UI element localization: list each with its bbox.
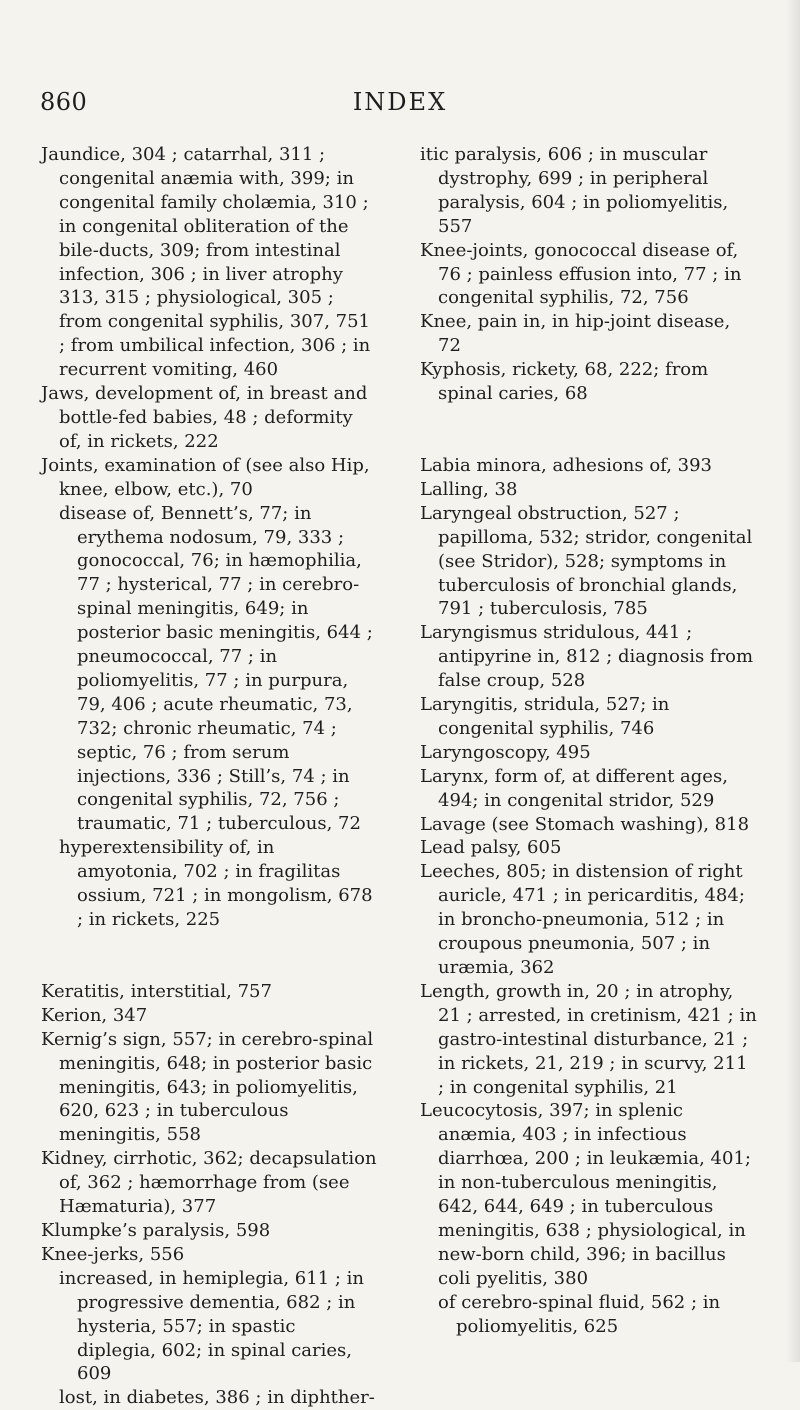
index-entry: Leucocytosis, 397; in splenic anæmia, 403 ; in infectious diarrhœa, 200 ; in leukæmia, 401; in non-tuberculous meningitis, 642, 644, 649 ; in tuberculous meningitis, 638 ; physiological, in new-born child, 396; in bacillus coli pyelitis, 380 (420, 1100, 751, 1289)
index-entry: Larynx, form of, at different ages, 494; in congenital stridor, 529 (420, 765, 728, 811)
index-entry: Knee-jerks, 556 (41, 1243, 185, 1265)
index-entry: Length, growth in, 20 ; in atrophy, 21 ; arrested, in cretinism, 421 ; in gastro-intestinal disturbance, 21 ; in rickets, 21, 219 ; in scurvy, 211 ; in congenital syphilis, 21 (420, 980, 757, 1098)
index-entry: Leeches, 805; in distension of right auricle, 471 ; in pericarditis, 484; in broncho-pneumonia, 512 ; in croupous pneumonia, 507 ; in uræmia, 362 (420, 861, 745, 978)
index-entry: Laryngismus stridulous, 441 ; antipyrine in, 812 ; diagnosis from false croup, 528 (420, 622, 754, 692)
index-entry: Knee, pain in, in hip-joint disease, 72 (420, 311, 731, 357)
index-entry: itic paralysis, 606 ; in muscular dystrophy, 699 ; in peripheral paralysis, 604 ; in poliomyelitis, 557 (420, 144, 729, 237)
index-entry: Klumpke’s paralysis, 598 (41, 1219, 271, 1241)
index-entry: Jaws, development of, in breast and bottle-fed babies, 48 ; deformity of, in rickets, 222 (41, 383, 368, 452)
index-entry: Lead palsy, 605 (420, 837, 562, 859)
page-number: 860 (40, 88, 88, 116)
index-entry: Kerion, 347 (41, 1004, 148, 1026)
index-entry: Keratitis, interstitial, 757 (41, 980, 272, 1002)
index-entry: Laryngitis, stridula, 527; in congenital syphilis, 746 (420, 694, 670, 739)
index-subentry: hyperextensibility of, in amyotonia, 702 ; in fragilitas ossium, 721 ; in mongolism, 678 ; in rickets, 225 (59, 837, 373, 930)
letter-gap (41, 932, 378, 980)
index-subentry: lost, in diabetes, 386 ; in diphther- (59, 1387, 375, 1409)
index-entry: Laryngoscopy, 495 (420, 741, 591, 763)
index-entry: Laryngeal obstruction, 527 ; papilloma, 532; stridor, congenital (see Stridor), 528; symptoms in tuberculosis of bronchial glands, 791 ; tuberculosis, 785 (420, 502, 753, 620)
index-entry: Knee-joints, gonococcal disease of, 76 ; painless effusion into, 77 ; in congenital syphilis, 72, 756 (420, 239, 742, 309)
page-edge-shadow (786, 0, 800, 1362)
right-column (420, 143, 757, 1339)
left-column (41, 143, 378, 1410)
index-subentry: disease of, Bennett’s, 77; in erythema nodosum, 79, 333 ; gonococcal, 76; in hæmophilia, 77 ; hysterical, 77 ; in cerebro-spinal meningitis, 649; in posterior basic meningitis, 644 ; pneumococcal, 77 ; in poliomyelitis, 77 ; in purpura, 79, 406 ; acute rheumatic, 73, 732; chronic rheumatic, 74 ; septic, 76 ; from serum injections, 336 ; Still’s, 74 ; in congenital syphilis, 72, 756 ; traumatic, 71 ; tuberculous, 72 (59, 502, 373, 835)
index-entry: Kyphosis, rickety, 68, 222; from spinal caries, 68 (420, 359, 709, 405)
index-subentry: of cerebro-spinal fluid, 562 ; in poliomyelitis, 625 (438, 1291, 721, 1337)
index-entry: Labia minora, adhesions of, 393 (420, 454, 712, 476)
index-entry: Kidney, cirrhotic, 362; decapsulation of, 362 ; hæmorrhage from (see Hæmaturia), 377 (41, 1148, 377, 1218)
index-subentry: increased, in hemiplegia, 611 ; in progressive dementia, 682 ; in hysteria, 557; in spastic diplegia, 602; in spinal caries, 609 (59, 1267, 365, 1385)
letter-gap (420, 406, 757, 454)
index-entry: Lavage (see Stomach washing), 818 (420, 813, 750, 835)
running-head: INDEX (352, 88, 448, 116)
page-header (0, 88, 800, 118)
index-entry: Kernig’s sign, 557; in cerebro-spinal meningitis, 648; in posterior basic meningitis, 643; in poliomyelitis, 620, 623 ; in tuberculous meningitis, 558 (41, 1028, 374, 1146)
index-entry: Joints, examination of (see also Hip, knee, elbow, etc.), 70 (41, 454, 370, 500)
index-entry: Jaundice, 304 ; catarrhal, 311 ; congenital anæmia with, 399; in congenital family cholæmia, 310 ; in congenital obliteration of the bile-ducts, 309; from intestinal infection, 306 ; in liver atrophy 313, 315 ; physiological, 305 ; from congenital syphilis, 307, 751 ; from umbilical infection, 306 ; in recurrent vomiting, 460 (41, 144, 371, 381)
index-entry: Lalling, 38 (420, 478, 518, 500)
